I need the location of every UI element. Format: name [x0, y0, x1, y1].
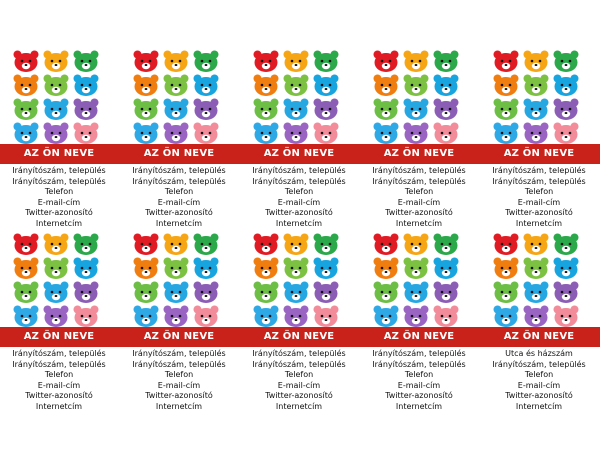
contact-line: Irányítószám, település — [12, 166, 106, 175]
bear-face-icon — [133, 305, 159, 327]
bear-face-icon — [193, 281, 219, 303]
bear-face-icon — [523, 98, 549, 120]
bear-face-icon — [553, 233, 579, 255]
bear-pattern — [480, 50, 598, 140]
contact-line: Internetcím — [395, 401, 443, 411]
contact-line: Telefon — [164, 187, 194, 196]
bear-face-icon — [283, 98, 309, 120]
bear-face-icon — [73, 50, 99, 72]
contact-line: Internetcím — [515, 218, 563, 228]
bear-face-icon — [193, 122, 219, 144]
bear-face-icon — [493, 122, 519, 144]
contact-line: Twitter-azonosító — [385, 208, 453, 217]
bear-face-icon — [553, 305, 579, 327]
bear-face-icon — [433, 122, 459, 144]
card-contact-details — [360, 349, 478, 412]
card-name: AZ ÖN NEVE — [143, 148, 215, 159]
bear-face-icon — [313, 233, 339, 255]
contact-line: E-mail-cím — [397, 380, 441, 390]
contact-line: Twitter-azonosító — [265, 208, 333, 217]
card-name: AZ ÖN NEVE — [383, 148, 455, 159]
bear-face-icon — [43, 305, 69, 327]
bear-face-icon — [163, 98, 189, 120]
bear-face-icon — [433, 257, 459, 279]
bear-face-icon — [403, 305, 429, 327]
bear-face-icon — [163, 305, 189, 327]
card-contact-details — [360, 166, 478, 229]
contact-line: Telefon — [524, 370, 554, 379]
bear-face-icon — [133, 50, 159, 72]
bear-face-icon — [403, 122, 429, 144]
card-name: AZ ÖN NEVE — [383, 331, 455, 342]
bear-face-icon — [493, 98, 519, 120]
bear-face-icon — [193, 305, 219, 327]
bear-face-icon — [73, 257, 99, 279]
bear-face-icon — [13, 233, 39, 255]
bear-face-icon — [313, 74, 339, 96]
bear-face-icon — [73, 74, 99, 96]
contact-line: E-mail-cím — [397, 197, 441, 207]
card-contact-details — [480, 349, 598, 412]
contact-line: Irányítószám, település — [252, 166, 346, 175]
bear-pattern — [0, 233, 118, 323]
contact-line: Internetcím — [35, 401, 83, 411]
contact-line: E-mail-cím — [517, 380, 561, 390]
contact-line: Twitter-azonosító — [25, 391, 93, 400]
card-name: AZ ÖN NEVE — [503, 331, 575, 342]
bear-face-icon — [163, 50, 189, 72]
contact-line: Internetcím — [35, 218, 83, 228]
bear-face-icon — [403, 98, 429, 120]
bear-face-icon — [373, 305, 399, 327]
bear-face-icon — [493, 281, 519, 303]
contact-line: Internetcím — [155, 401, 203, 411]
bear-pattern — [120, 50, 238, 140]
bear-face-icon — [523, 74, 549, 96]
contact-line: E-mail-cím — [277, 380, 321, 390]
bear-face-icon — [433, 98, 459, 120]
bear-face-icon — [43, 98, 69, 120]
bear-face-icon — [313, 122, 339, 144]
bear-face-icon — [163, 281, 189, 303]
bear-face-icon — [553, 257, 579, 279]
contact-line: Irányítószám, település — [132, 166, 226, 175]
contact-line: Telefon — [164, 370, 194, 379]
bear-face-icon — [133, 257, 159, 279]
contact-line: Internetcím — [155, 218, 203, 228]
bear-face-icon — [523, 50, 549, 72]
contact-line: Irányítószám, település — [372, 166, 466, 175]
contact-line: Irányítószám, település — [372, 176, 466, 186]
bear-face-icon — [73, 233, 99, 255]
bear-face-icon — [553, 50, 579, 72]
bear-face-icon — [493, 74, 519, 96]
contact-line: Irányítószám, település — [132, 176, 226, 186]
contact-line: Twitter-azonosító — [145, 208, 213, 217]
bear-face-icon — [163, 122, 189, 144]
bear-face-icon — [163, 74, 189, 96]
bear-face-icon — [253, 305, 279, 327]
bear-face-icon — [373, 281, 399, 303]
contact-line: Twitter-azonosító — [145, 391, 213, 400]
bear-pattern — [120, 233, 238, 323]
bear-pattern — [240, 50, 358, 140]
bear-face-icon — [433, 74, 459, 96]
bear-face-icon — [493, 257, 519, 279]
contact-line: Telefon — [284, 187, 314, 196]
card-contact-details — [120, 166, 238, 229]
bear-face-icon — [313, 281, 339, 303]
card-contact-details — [0, 349, 118, 412]
bear-face-icon — [43, 233, 69, 255]
card-name: AZ ÖN NEVE — [503, 148, 575, 159]
bear-face-icon — [253, 98, 279, 120]
contact-line: Irányítószám, település — [12, 176, 106, 186]
contact-line: Internetcím — [395, 218, 443, 228]
bear-face-icon — [43, 122, 69, 144]
card-name: AZ ÖN NEVE — [263, 331, 335, 342]
bear-face-icon — [253, 233, 279, 255]
bear-face-icon — [133, 98, 159, 120]
contact-line: Irányítószám, település — [492, 176, 586, 186]
bear-pattern — [360, 233, 478, 323]
contact-line: Irányítószám, település — [132, 349, 226, 358]
bear-face-icon — [253, 257, 279, 279]
bear-face-icon — [523, 281, 549, 303]
contact-line: Irányítószám, település — [12, 359, 106, 369]
contact-line: Telefon — [404, 187, 434, 196]
bear-face-icon — [253, 281, 279, 303]
bear-face-icon — [13, 122, 39, 144]
bear-pattern — [360, 50, 478, 140]
bear-face-icon — [313, 257, 339, 279]
contact-line: Twitter-azonosító — [385, 391, 453, 400]
contact-line: Irányítószám, település — [492, 166, 586, 175]
bear-face-icon — [493, 50, 519, 72]
contact-line: Internetcím — [275, 218, 323, 228]
bear-face-icon — [373, 122, 399, 144]
bear-face-icon — [13, 74, 39, 96]
bear-face-icon — [403, 233, 429, 255]
bear-face-icon — [193, 50, 219, 72]
contact-line: Twitter-azonosító — [25, 208, 93, 217]
contact-line: Telefon — [44, 187, 74, 196]
bear-face-icon — [13, 281, 39, 303]
contact-line: E-mail-cím — [157, 380, 201, 390]
bear-face-icon — [193, 98, 219, 120]
bear-face-icon — [523, 122, 549, 144]
bear-face-icon — [73, 122, 99, 144]
bear-face-icon — [283, 233, 309, 255]
contact-line: Irányítószám, település — [372, 359, 466, 369]
bear-face-icon — [433, 281, 459, 303]
contact-line: E-mail-cím — [517, 197, 561, 207]
contact-line: Twitter-azonosító — [505, 208, 573, 217]
contact-line: Telefon — [44, 370, 74, 379]
bear-face-icon — [433, 305, 459, 327]
contact-line: Irányítószám, település — [492, 359, 586, 369]
bear-face-icon — [403, 281, 429, 303]
contact-line: Irányítószám, település — [252, 176, 346, 186]
bear-face-icon — [403, 257, 429, 279]
bear-face-icon — [43, 281, 69, 303]
bear-face-icon — [523, 233, 549, 255]
contact-line: Irányítószám, település — [12, 349, 106, 358]
bear-face-icon — [283, 305, 309, 327]
bear-face-icon — [163, 257, 189, 279]
bear-face-icon — [73, 281, 99, 303]
bear-face-icon — [253, 74, 279, 96]
card-name: AZ ÖN NEVE — [263, 148, 335, 159]
bear-face-icon — [373, 257, 399, 279]
bear-face-icon — [73, 305, 99, 327]
bear-face-icon — [313, 305, 339, 327]
bear-face-icon — [553, 74, 579, 96]
bear-pattern — [480, 233, 598, 323]
bear-face-icon — [553, 281, 579, 303]
bear-face-icon — [253, 50, 279, 72]
bear-face-icon — [553, 122, 579, 144]
bear-face-icon — [193, 233, 219, 255]
bear-face-icon — [283, 122, 309, 144]
contact-line: Twitter-azonosító — [265, 391, 333, 400]
bear-face-icon — [523, 257, 549, 279]
bear-face-icon — [283, 281, 309, 303]
card-name: AZ ÖN NEVE — [23, 148, 95, 159]
contact-line: Telefon — [524, 187, 554, 196]
bear-face-icon — [13, 98, 39, 120]
bear-face-icon — [13, 50, 39, 72]
contact-line: Internetcím — [275, 401, 323, 411]
contact-line: E-mail-cím — [277, 197, 321, 207]
bear-face-icon — [133, 122, 159, 144]
bear-face-icon — [523, 305, 549, 327]
card-contact-details — [480, 166, 598, 229]
contact-line: E-mail-cím — [37, 380, 81, 390]
bear-face-icon — [493, 305, 519, 327]
contact-line: Irányítószám, település — [132, 359, 226, 369]
bear-face-icon — [373, 74, 399, 96]
card-contact-details — [240, 349, 358, 412]
contact-line: E-mail-cím — [37, 197, 81, 207]
card-name: AZ ÖN NEVE — [143, 331, 215, 342]
bear-face-icon — [163, 233, 189, 255]
bear-face-icon — [193, 257, 219, 279]
contact-line: Irányítószám, település — [372, 349, 466, 358]
bear-face-icon — [403, 50, 429, 72]
bear-face-icon — [133, 74, 159, 96]
bear-face-icon — [13, 257, 39, 279]
bear-face-icon — [313, 50, 339, 72]
bear-face-icon — [403, 74, 429, 96]
bear-face-icon — [433, 50, 459, 72]
card-contact-details — [0, 166, 118, 229]
bear-face-icon — [283, 257, 309, 279]
contact-line: Utca és házszám — [505, 349, 573, 358]
bear-face-icon — [43, 257, 69, 279]
card-name: AZ ÖN NEVE — [23, 331, 95, 342]
bear-pattern — [0, 50, 118, 140]
bear-face-icon — [283, 50, 309, 72]
bear-face-icon — [373, 233, 399, 255]
bear-pattern — [240, 233, 358, 323]
bear-face-icon — [433, 233, 459, 255]
contact-line: Irányítószám, település — [252, 359, 346, 369]
card-contact-details — [120, 349, 238, 412]
bear-face-icon — [283, 74, 309, 96]
bear-face-icon — [313, 98, 339, 120]
card-contact-details — [240, 166, 358, 229]
bear-face-icon — [73, 98, 99, 120]
bear-face-icon — [13, 305, 39, 327]
bear-face-icon — [43, 74, 69, 96]
bear-face-icon — [253, 122, 279, 144]
contact-line: Telefon — [284, 370, 314, 379]
bear-face-icon — [43, 50, 69, 72]
bear-face-icon — [193, 74, 219, 96]
bear-face-icon — [373, 98, 399, 120]
bear-face-icon — [553, 98, 579, 120]
contact-line: Irányítószám, település — [252, 349, 346, 358]
contact-line: Internetcím — [515, 401, 563, 411]
contact-line: E-mail-cím — [157, 197, 201, 207]
bear-face-icon — [373, 50, 399, 72]
contact-line: Telefon — [404, 370, 434, 379]
bear-face-icon — [133, 281, 159, 303]
bear-face-icon — [493, 233, 519, 255]
contact-line: Twitter-azonosító — [505, 391, 573, 400]
bear-face-icon — [133, 233, 159, 255]
